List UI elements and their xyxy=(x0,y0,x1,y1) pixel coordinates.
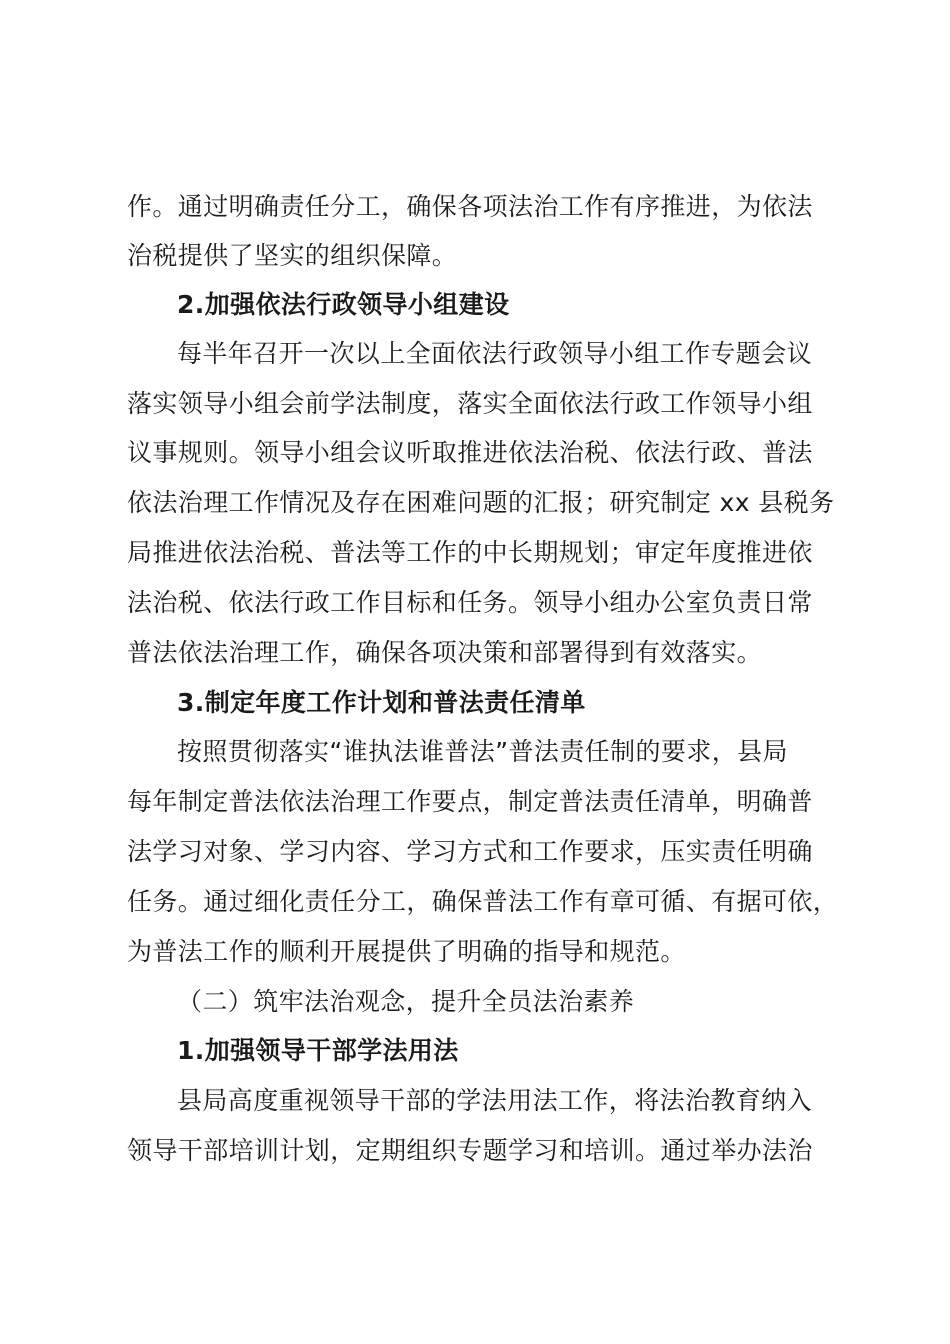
section-heading-2: （二）筑牢法治观念，提升全员法治素养 xyxy=(177,987,635,1016)
para2-line-1: 每半年召开一次以上全面依法行政领导小组工作专题会议 xyxy=(177,339,813,368)
para2-line-7: 普法依法治理工作，确保各项决策和部署得到有效落实。 xyxy=(127,638,763,667)
para2-line-5: 局推进依法治税、普法等工作的中长期规划；审定年度推进依 xyxy=(127,538,813,567)
para3-line-1: 按照贯彻落实“谁执法谁普法”普法责任制的要求，县局 xyxy=(177,737,788,766)
para1-line-1: 作。通过明确责任分工，确保各项法治工作有序推进，为依法 xyxy=(127,192,813,221)
para4-line-2: 领导干部培训计划，定期组织专题学习和培训。通过举办法治 xyxy=(127,1136,813,1165)
heading-2: 2.加强依法行政领导小组建设 xyxy=(177,290,510,319)
para3-line-3: 法学习对象、学习内容、学习方式和工作要求，压实责任明确 xyxy=(127,837,813,866)
para4-line-1: 县局高度重视领导干部的学法用法工作，将法治教育纳入 xyxy=(177,1086,813,1115)
para3-line-4: 任务。通过细化责任分工，确保普法工作有章可循、有据可依， xyxy=(127,887,839,916)
para2-line-3: 议事规则。领导小组会议听取推进依法治税、依法行政、普法 xyxy=(127,438,813,467)
para2-line-2: 落实领导小组会前学法制度，落实全面依法行政工作领导小组 xyxy=(127,389,813,418)
para2-line-4: 依法治理工作情况及存在困难问题的汇报；研究制定 xx 县税务 xyxy=(127,488,835,517)
heading-3: 3.制定年度工作计划和普法责任清单 xyxy=(177,688,586,717)
para1-line-2: 治税提供了坚实的组织保障。 xyxy=(127,241,458,270)
para3-line-5: 为普法工作的顺利开展提供了明确的指导和规范。 xyxy=(127,937,686,966)
para2-line-6: 法治税、依法行政工作目标和任务。领导小组办公室负责日常 xyxy=(127,588,813,617)
heading-4: 1.加强领导干部学法用法 xyxy=(177,1036,459,1065)
para3-line-2: 每年制定普法依法治理工作要点，制定普法责任清单，明确普 xyxy=(127,787,813,816)
